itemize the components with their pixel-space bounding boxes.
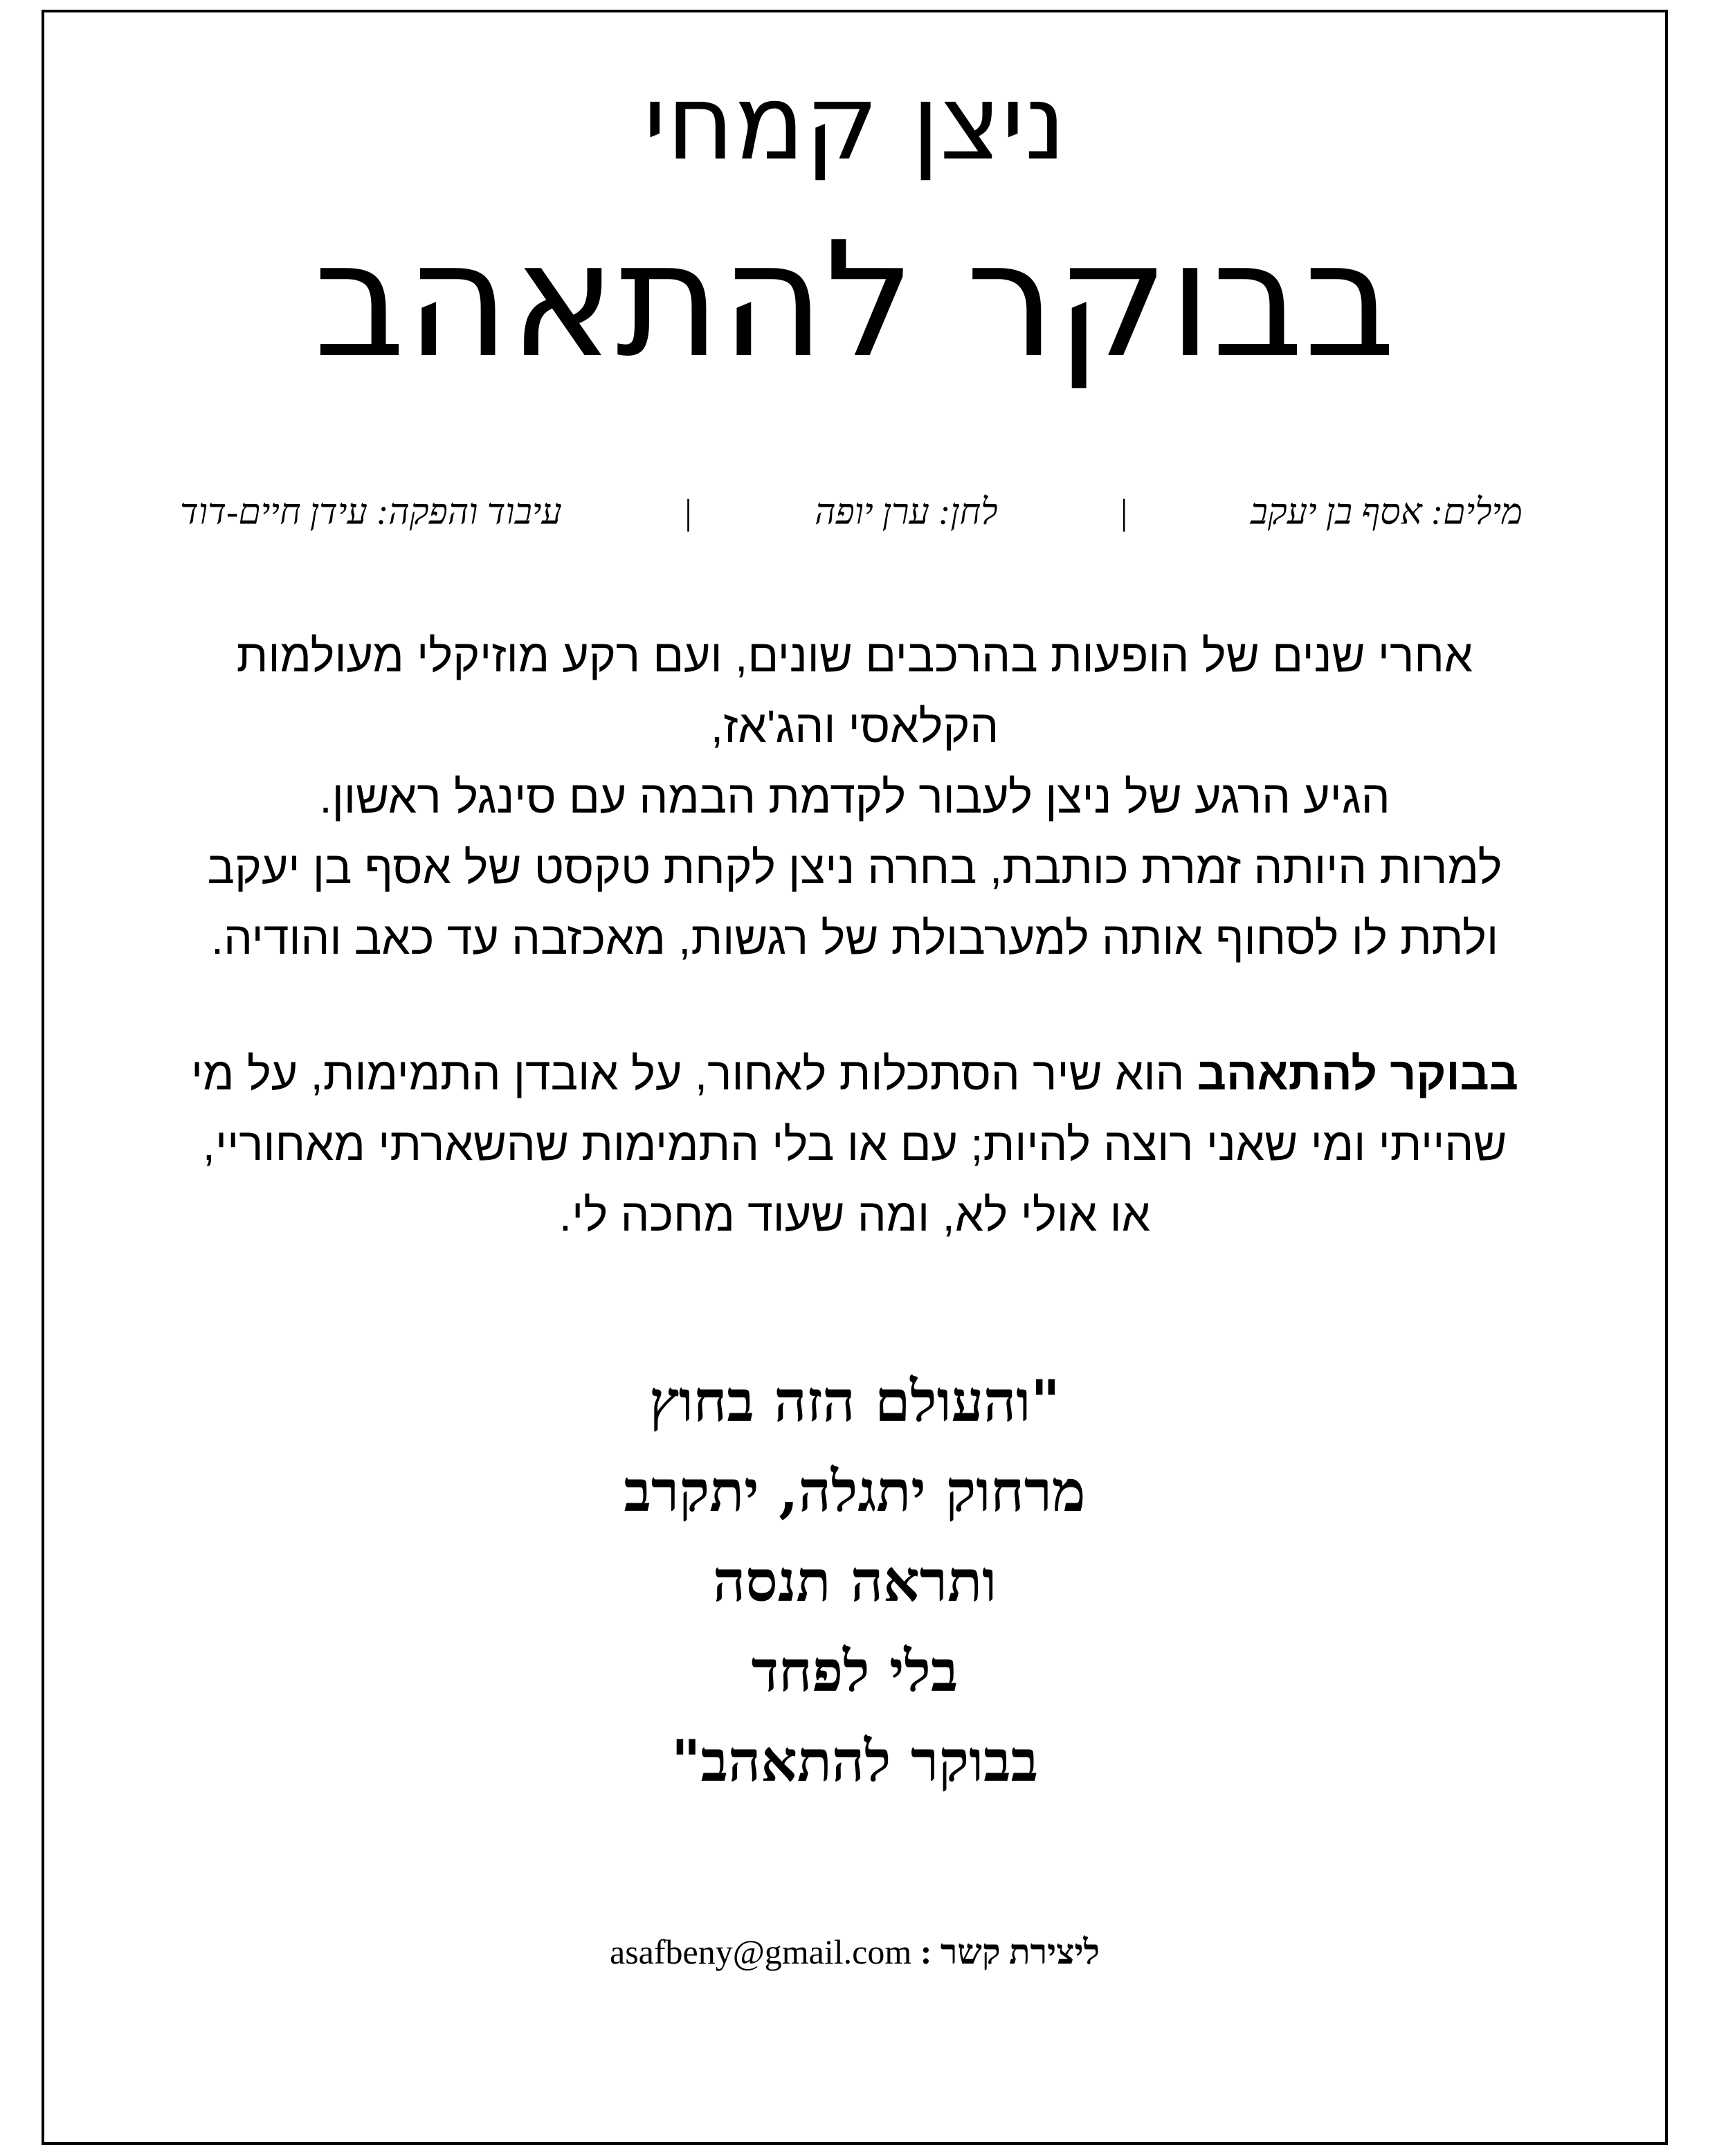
contact-email[interactable]: asafbeny@gmail.com [610,1932,912,1971]
description-text: הוא שיר הסתכלות לאחור, על אובדן התמימות, על מי [191,1048,1197,1099]
intro-paragraph [42,620,1668,973]
quote-line: בלי לפחד [751,1638,959,1705]
credit-separator: | [1120,493,1128,532]
description-line [42,1038,1668,1109]
credit-lyrics: מילים: אסף בן יעקב [1250,493,1523,532]
credit-separator: | [684,493,692,532]
credit-production: עיבוד והפקה: עידן חיים-דוד [180,493,562,532]
intro-line: ולתת לו לסחוף אותה למערבולת של רגשות, מאכזבה עד כאב והודיה. [210,912,1499,963]
quote-line: מרחוק יתגלה, יתקרב [624,1458,1086,1525]
song-title-bold: בבוקר להתאהב [1197,1048,1518,1099]
intro-line: הקלאסי והג'אז, [710,700,999,752]
description-line: או אולי לא, ומה שעוד מחכה לי. [558,1189,1151,1240]
description-line: שהייתי ומי שאני רוצה להיות; עם או בלי התמימות שהשארתי מאחוריי, [202,1118,1507,1170]
contact-label: ליצירת קשר [940,1932,1100,1971]
intro-line: הגיע הרגע של ניצן לעבור לקדמת הבמה עם סינגל ראשון. [319,771,1390,822]
quote-line: ותראה תנסה [712,1548,997,1615]
credits-line [180,489,1523,537]
description-paragraph [42,1038,1668,1250]
song-title: בבוקר להתאהב [314,208,1396,393]
artist-name: ניצן קמחי [643,63,1066,183]
contact-line [42,1928,1668,1976]
credit-music: לחן: ערן יופה [815,493,998,532]
intro-line: אחרי שנים של הופעות בהרכבים שונים, ועם רקע מוזיקלי מעולמות [236,630,1473,681]
contact-colon: : [911,1932,941,1971]
quote-line: "והעולם הזה בחוץ [649,1368,1060,1435]
lyrics-quote [42,1357,1668,1806]
quote-line: בבוקר להתאהב" [671,1728,1039,1795]
intro-line: למרות היותה זמרת כותבת, בחרה ניצן לקחת טקסט של אסף בן יעקב [207,842,1502,893]
